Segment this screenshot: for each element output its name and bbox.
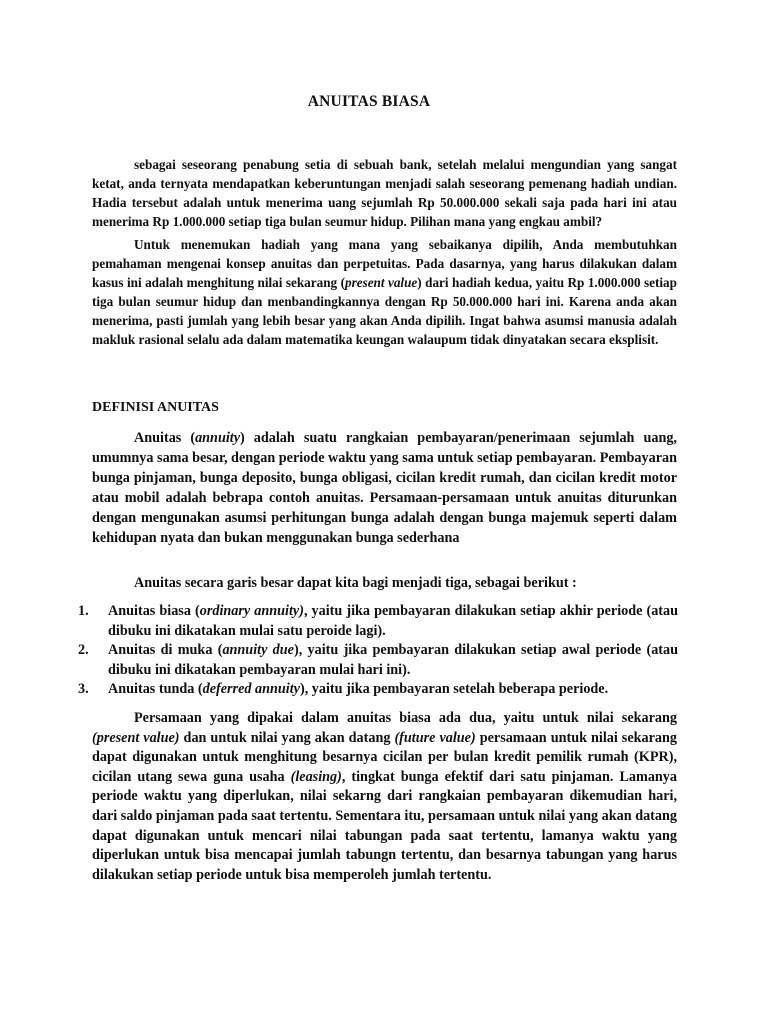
document-title: ANUITAS BIASA <box>307 93 431 110</box>
definition-text-italic: annuity <box>195 430 241 446</box>
list-item-text-a: Anuitas di muka ( <box>108 642 223 658</box>
equations-text-italic-2: (future value) <box>394 729 476 746</box>
intro-paragraph <box>92 155 677 231</box>
list-item <box>78 680 678 700</box>
definition-paragraph <box>92 428 677 548</box>
equations-text-b: dan untuk nilai yang akan datang <box>179 729 395 746</box>
list-item-text-italic: ordinary annuity) <box>199 603 304 619</box>
equations-text-a: Persamaan yang dipakai dalam anuitas biasa ada dua, yaitu untuk nilai sekarang <box>134 710 677 726</box>
list-item-text-b: , yaitu jika pembayaran dilakukan setiap akhir periode (atau dibuku ini dikatakan mulai satu peroide lagi). <box>108 603 679 639</box>
list-item-text-italic: deferred annuity <box>202 681 300 697</box>
list-item-text-b: ), yaitu jika pembayaran setelah beberapa periode. <box>299 681 609 697</box>
context-text-b: ) dari hadiah kedua, yaitu Rp 1.000.000 setiap tiga bulan seumur hidup dan menbandingkannya dengan Rp 50.000.000 hari ini. Karena anda akan menerima, pasti jumlah yang lebih besar yang akan Anda dipilih. Ingat bahwa asumsi manusia adalah makluk rasional selalu ada dalam matematika keungan walaupum tidak dinyatakan secara eksplisit. <box>92 275 677 347</box>
section-heading: DEFINISI ANUITAS <box>92 400 219 415</box>
list-item-number: 3. <box>78 681 89 697</box>
definition-text-a: Anuitas ( <box>134 430 196 446</box>
types-intro-paragraph <box>92 573 677 593</box>
equations-text-italic-1: (present value) <box>92 729 180 746</box>
context-text-italic: present value <box>344 275 418 290</box>
context-text-a: Untuk menemukan hadiah yang mana yang sebaikanya dipilih, Anda membutuhkan pemahaman mengenai konsep anuitas dan perpetuitas. Pada dasarnya, yang harus dilakukan dalam kasus ini adalah menghitung nilai sekarang ( <box>92 237 677 290</box>
list-item-number: 1. <box>78 603 89 619</box>
context-paragraph <box>92 235 677 349</box>
list-item-text-b: ), yaitu jika pembayaran dilakukan setiap awal periode (atau dibuku ini dikatakan pembayaran mulai hari ini). <box>108 642 679 678</box>
definition-text-b: ) adalah suatu rangkaian pembayaran/penerimaan sejumlah uang, umumnya sama besar, dengan periode waktu yang sama untuk setiap pembayaran. Pembayaran bunga pinjaman, bunga deposito, bunga obligasi, cicilan kredit rumah, dan cicilan kredit motor atau mobil adalah bebrapa contoh anuitas. Persamaan-persamaan untuk anuitas diturunkan dengan mengunakan asumsi perhitungan bunga adalah dengan bunga majemuk seperti dalam kehidupan nyata dan bukan menggunakan bunga sederhana <box>92 430 677 546</box>
list-item-text-a: Anuitas biasa ( <box>108 603 200 619</box>
annuity-types-list <box>78 602 678 700</box>
equations-text-d: , tingkat bunga efektif dari satu pinjaman. Lamanya periode waktu yang diperlukan, nilai sekarng dari rangkaian pembayaran dikemudian hari, dari saldo pinjaman pada saat tertentu. Sementara itu, persamaan untuk nilai yang akan datang dapat digunakan untuk mencari nilai tabungan pada saat tertentu, lamanya waktu yang diperlukan untuk bisa mencapai jumlah tabungn tertentu, dan besarnya tabungan yang harus dilakukan setiap periode untuk bisa memperoleh jumlah tertentu. <box>92 768 677 883</box>
list-item <box>78 641 678 680</box>
list-item-number: 2. <box>78 642 89 658</box>
types-intro-text: Anuitas secara garis besar dapat kita bagi menjadi tiga, sebagai berikut : <box>134 575 577 591</box>
equations-text-italic-3: (leasing) <box>290 768 342 785</box>
equations-paragraph <box>92 709 677 885</box>
intro-text: sebagai seseorang penabung setia di sebuah bank, setelah melalui mengundian yang sangat ketat, anda ternyata mendapatkan keberuntungan menjadi salah seseorang pemenang hadiah undian. Hadia tersebut adalah untuk menerima uang sejumlah Rp 50.000.000 sekali saja pada hari ini atau menerima Rp 1.000.000 setiap tiga bulan seumur hidup. Pilihan mana yang engkau ambil? <box>92 157 677 229</box>
list-item-text-italic: annuity due <box>222 642 294 658</box>
list-item-text-a: Anuitas tunda ( <box>108 681 203 697</box>
list-item <box>78 602 678 641</box>
equations-text-c: persamaan untuk nilai sekarang dapat digunakan untuk menghitung besarnya cicilan per bulan kredit pemilik rumah (KPR), cicilan utang sewa guna usaha <box>92 729 677 785</box>
